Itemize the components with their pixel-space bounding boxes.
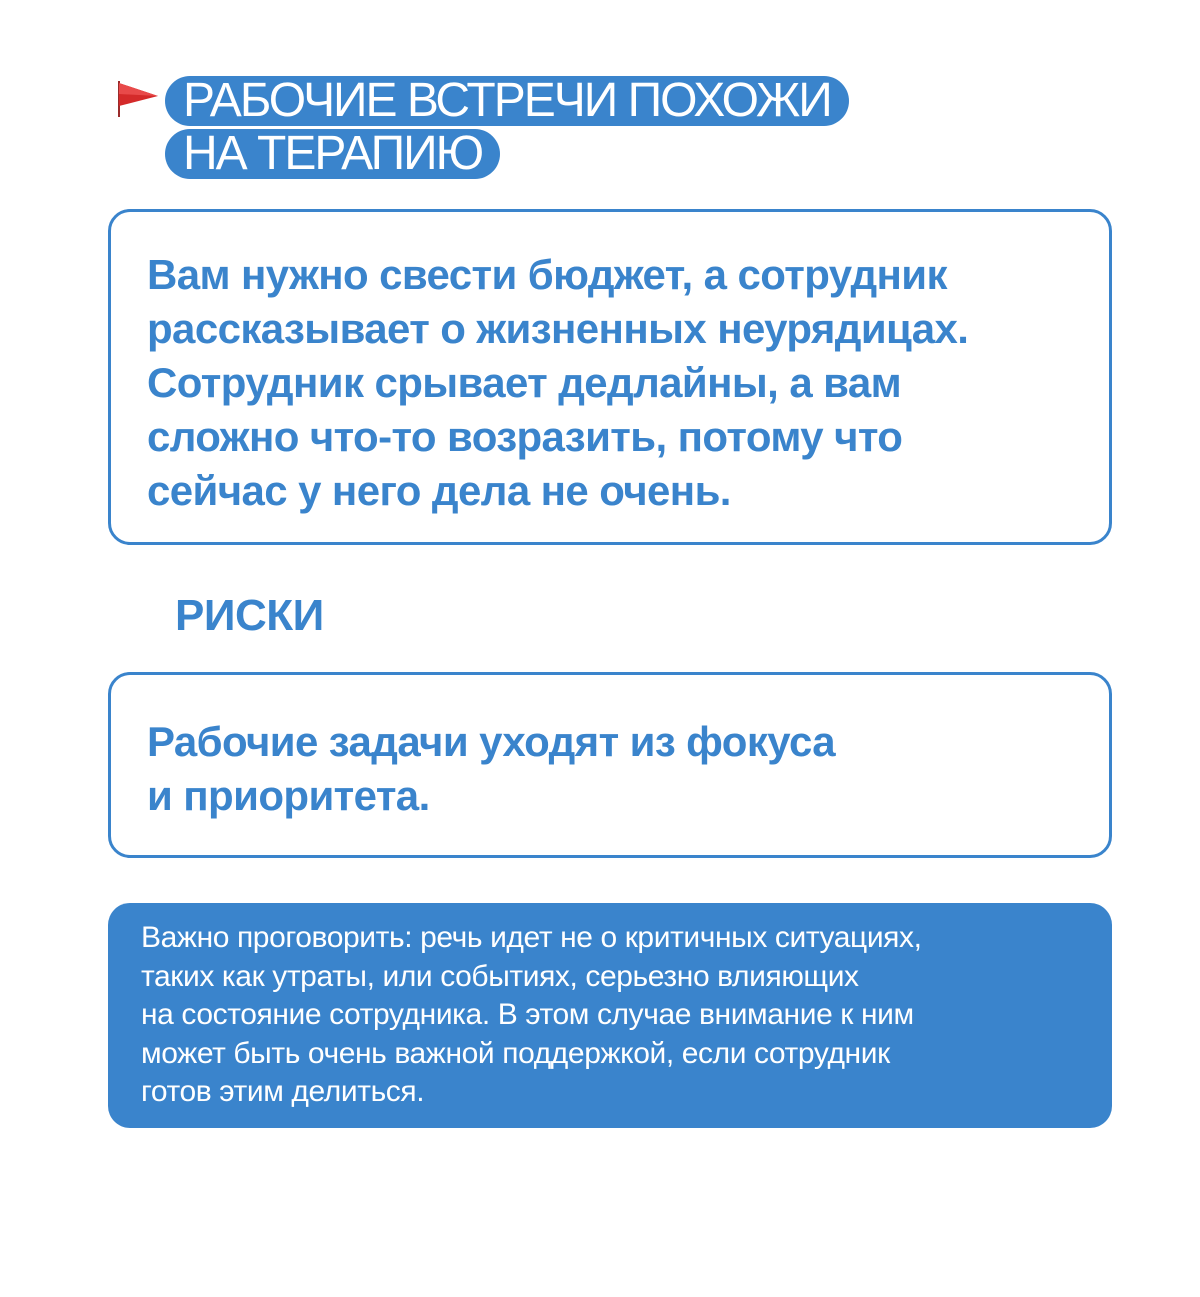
risks-card bbox=[108, 672, 1112, 858]
page-title-line-2: НА ТЕРАПИЮ bbox=[165, 129, 500, 179]
note-card bbox=[108, 903, 1112, 1128]
page-title-line-1: РАБОЧИЕ ВСТРЕЧИ ПОХОЖИ bbox=[165, 76, 849, 126]
situation-text: Вам нужно свести бюджет, а сотрудник рассказывает о жизненных неурядицах. Сотрудник срывает дедлайны, а вам сложно что-то возразить, потому что сейчас у него дела не очень. bbox=[147, 251, 969, 514]
note-text: Важно проговорить: речь идет не о критичных ситуациях, таких как утраты, или событиях, серьезно влияющих на состояние сотрудника. В этом случае внимание к ним может быть очень важной поддержкой, если сотрудник готов этим делиться. bbox=[141, 921, 922, 1108]
risks-text: Рабочие задачи уходят из фокуса и приоритета. bbox=[147, 718, 835, 819]
situation-card bbox=[108, 209, 1112, 545]
red-flag-icon bbox=[116, 79, 160, 119]
risks-heading: РИСКИ bbox=[175, 591, 324, 640]
